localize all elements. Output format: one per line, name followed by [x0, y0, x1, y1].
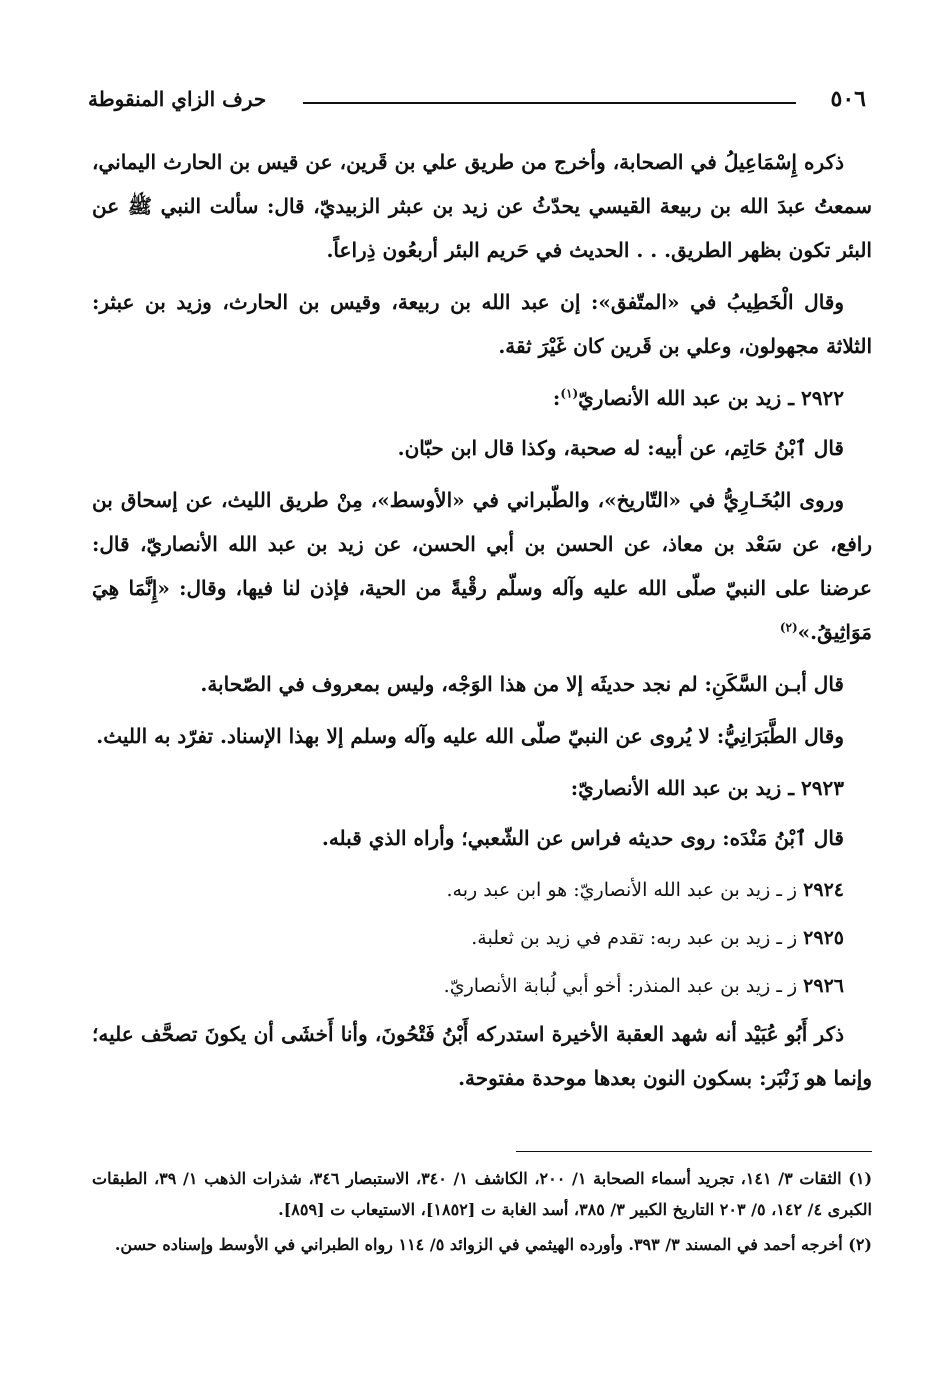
paragraph-abu-ubayd: ذكر أَبُو عُبَيْد أنه شهد العقبة الأخيرة استدركه أَبْنُ فَتْحُونَ، وأنا أَخشَى أن يكونَ تصحَّف عليه؛ وإنما هو زَنْبَر: بسكون النون بعدها موحدة مفتوحة. — [92, 1022, 872, 1090]
paragraph-bukhari — [92, 478, 872, 654]
footnotes — [92, 1163, 872, 1264]
paragraph-ibn-sakan: قال أبـن السَّكَنِ: لم نجد حديثَه إلا من هذا الوَجْه، وليس بمعروف في الصّحابة. — [200, 672, 844, 696]
cross-ref-2924 — [92, 868, 872, 912]
paragraph-ismail: ذكره إِسْمَاعِيلُ في الصحابة، وأخرج من طريق علي بن قَرين، عن قيس بن الحارث اليماني، سمعتُ عبدَ الله بن ربيعة القيسي يحدّثُ عن زيد بن عبثر الزبيديّ، قال: سألت النبي ﷺ عن البئر تكون بظهر الطريق. . . الحديث في حَريم البئر أربعُون ذِراعاً. — [92, 150, 872, 262]
cross-ref-2925-text: ز ـ زيد بن عبد ربه: تقدم في زيد بن ثعلبة. — [471, 927, 798, 949]
footnote-2: (٢) أخرجه أحمد في المسند ٣/ ٣٩٣. وأورده الهيثمي في الزوائد ٥/ ١١٤ رواه الطبراني في الأوسط وإسناده حسن. — [114, 1235, 872, 1254]
page-body — [92, 140, 872, 1108]
footnote-1: (١) الثقات ٣/ ١٤١، تجريد أسماء الصحابة ١/ ٢٠٠، الكاشف ١/ ٣٤٠، الاستبصار ٣٤٦، شذرات الذهب ١/ ٣٩، الطبقات الكبرى ٤/ ١٤٢، ٥/ ٢٠٣ التاريخ الكبير ٣/ ٣٨٥، أسد الغابة ت [١٨٥٢]، الاستيعاب ت [٨٥٩]. — [92, 1169, 873, 1219]
entry-title-2922: ٢٩٢٢ ـ زيد بن عبد الله الأنصاريّ — [578, 386, 844, 410]
cross-ref-2924-text: ز ـ زيد بن عبد الله الأنصاريّ: هو ابن عبد ربه. — [446, 879, 798, 901]
entry-heading-2923: ٢٩٢٣ ـ زيد بن عبد الله الأنصاريّ: — [570, 776, 844, 800]
page-header — [88, 84, 866, 118]
header-rule — [303, 102, 796, 104]
running-title: حرف الزاي المنقوطة — [88, 87, 267, 111]
cross-ref-2926-text: ز ـ زيد بن عبد المنذر: أخو أبي لُبابة الأنصاريّ. — [443, 975, 798, 997]
cross-ref-2925 — [92, 916, 872, 960]
paragraph-ibn-hatim: قال ٱبْنُ حَاتِم، عن أبيه: له صحبة، وكذا قال ابن حبّان. — [397, 436, 844, 460]
entry-colon-2922: : — [552, 386, 561, 410]
paragraph-bukhari-text: وروى البُخَـارِيُّ في «التّاريخ»، والطّبراني في «الأوسط»، مِنْ طريق الليث، عن إسحاق بن رافع، عن سَعْد بن معاذ، عن الحسن بن أبي الحسن، عن زيد بن عبد الله الأنصاريّ، قال: عرضنا على النبيّ صلّى الله عليه وآله وسلّم رقْيةً من الحية، فإذن لنا فيها، وقال: «إِنَّمَا هِيَ مَوَاثِيقُ.» — [92, 488, 872, 644]
entry-heading-2922 — [92, 376, 872, 420]
page-number: ٥٠٦ — [830, 86, 866, 112]
footnote-separator — [516, 1151, 872, 1152]
cross-ref-2926-number: ٢٩٢٦ — [803, 975, 844, 997]
paragraph-tabarani: وقال الطَّبَرَانِيُّ: لا يُروى عن النبيّ صلّى الله عليه وآله وسلم إلا بهذا الإسناد. تفرّد به الليث. — [96, 724, 844, 748]
cross-ref-2925-number: ٢٩٢٥ — [803, 927, 844, 949]
cross-ref-2926 — [92, 964, 872, 1008]
cross-ref-2924-number: ٢٩٢٤ — [803, 879, 844, 901]
footnote-ref-1: (١) — [560, 386, 579, 401]
paragraph-ibn-mandah: قال ٱبْنُ مَنْدَه: روى حديثه فراس عن الشّعبي؛ وأراه الذي قبله. — [321, 826, 844, 850]
footnote-ref-2: (٢) — [779, 620, 798, 635]
paragraph-khatib: وقال الْخَطِيبُ في «المتّفق»: إن عبد الله بن ربيعة، وقيس بن الحارث، وزيد بن عبثر: الثلاثة مجهولون، وعلي بن قَرين كان غَيْرَ ثقة. — [92, 290, 872, 358]
